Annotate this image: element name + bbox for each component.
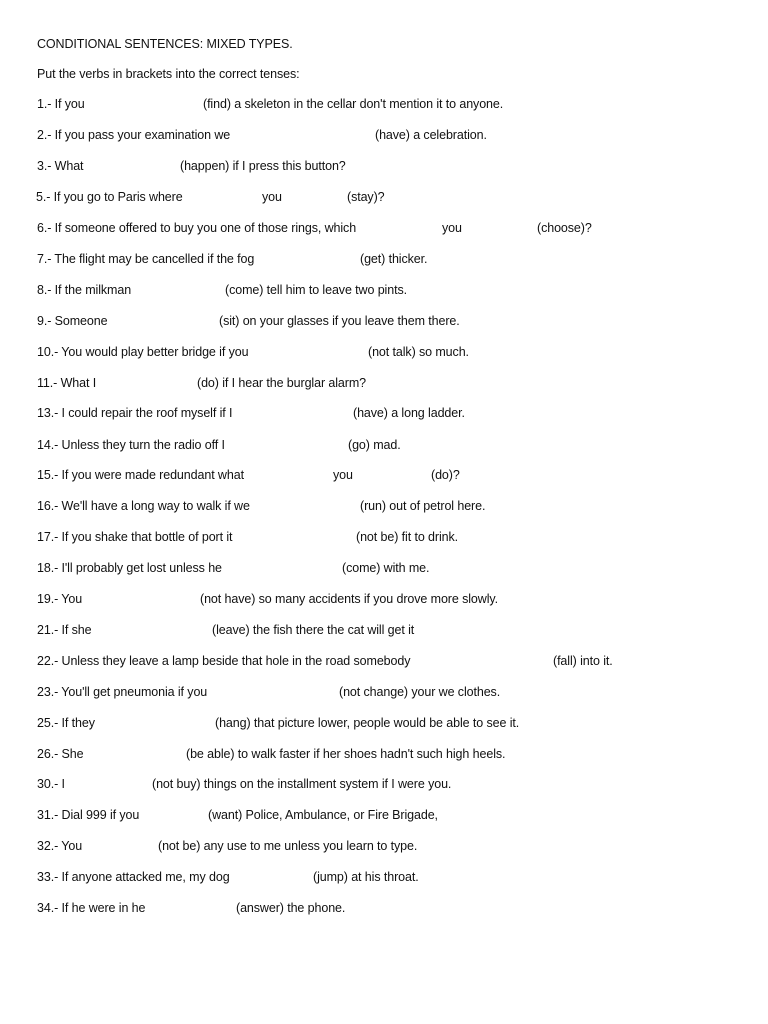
exercise-sentence-continuation: (happen) if I press this button? [180, 159, 346, 173]
exercise-sentence: 31.- Dial 999 if you [37, 808, 140, 822]
exercise-sentence: 11.- What I [37, 376, 97, 390]
exercise-sentence-continuation: you [333, 468, 353, 482]
exercise-sentence: 23.- You'll get pneumonia if you [37, 685, 208, 699]
exercise-sentence-continuation: (have) a long ladder. [353, 406, 465, 420]
exercise-sentence: 26.- She [37, 747, 84, 761]
exercise-sentence-continuation: (not buy) things on the installment system if I were you. [152, 777, 452, 791]
exercise-sentence: 10.- You would play better bridge if you [37, 345, 249, 359]
exercise-sentence: 33.- If anyone attacked me, my dog [37, 870, 230, 884]
exercise-sentence-continuation: you [442, 221, 462, 235]
exercise-sentence-continuation: (do)? [431, 468, 460, 482]
title-text: CONDITIONAL SENTENCES: MIXED TYPES. [37, 37, 293, 51]
exercise-sentence: 3.- What [37, 159, 84, 173]
exercise-sentence: 13.- I could repair the roof myself if I [37, 406, 233, 420]
exercise-sentence-continuation: (go) mad. [348, 438, 401, 452]
exercise-sentence: 34.- If he were in he [37, 901, 146, 915]
exercise-sentence: 32.- You [37, 839, 83, 853]
exercise-sentence-continuation: (be able) to walk faster if her shoes hadn't such high heels. [186, 747, 506, 761]
exercise-sentence: 5.- If you go to Paris where [36, 190, 183, 204]
exercise-sentence: 30.- I [37, 777, 65, 791]
exercise-sentence: 16.- We'll have a long way to walk if we [37, 499, 250, 513]
exercise-sentence-continuation: (not be) fit to drink. [356, 530, 459, 544]
exercise-sentence-continuation: (answer) the phone. [236, 901, 346, 915]
exercise-sentence-continuation: (leave) the fish there the cat will get it [212, 623, 415, 637]
exercise-sentence: 1.- If you [37, 97, 85, 111]
exercise-sentence-continuation: (come) with me. [342, 561, 430, 575]
exercise-sentence-continuation: (not have) so many accidents if you drove more slowly. [200, 592, 498, 606]
exercise-sentence: 19.- You [37, 592, 83, 606]
exercise-sentence-continuation: (get) thicker. [360, 252, 428, 266]
exercise-sentence-continuation: (not talk) so much. [368, 345, 469, 359]
exercise-sentence-continuation: (hang) that picture lower, people would be able to see it. [215, 716, 520, 730]
instruction-text: Put the verbs in brackets into the correct tenses: [37, 67, 300, 81]
exercise-sentence: 22.- Unless they leave a lamp beside that hole in the road somebody [37, 654, 411, 668]
exercise-sentence-continuation: (want) Police, Ambulance, or Fire Brigade, [208, 808, 438, 822]
exercise-sentence-continuation: (fall) into it. [553, 654, 613, 668]
exercise-sentence: 6.- If someone offered to buy you one of those rings, which [37, 221, 357, 235]
exercise-sentence-continuation: you [262, 190, 282, 204]
exercise-sentence: 21.- If she [37, 623, 92, 637]
exercise-sentence: 18.- I'll probably get lost unless he [37, 561, 222, 575]
exercise-sentence-continuation: (not be) any use to me unless you learn to type. [158, 839, 418, 853]
exercise-sentence: 15.- If you were made redundant what [37, 468, 244, 482]
exercise-sentence-continuation: (come) tell him to leave two pints. [225, 283, 407, 297]
exercise-sentence-continuation: (jump) at his throat. [313, 870, 419, 884]
exercise-sentence-continuation: (not change) your we clothes. [339, 685, 501, 699]
exercise-sentence-continuation: (find) a skeleton in the cellar don't mention it to anyone. [203, 97, 504, 111]
exercise-sentence-continuation: (run) out of petrol here. [360, 499, 486, 513]
exercise-sentence: 9.- Someone [37, 314, 108, 328]
exercise-sentence-continuation: (sit) on your glasses if you leave them there. [219, 314, 460, 328]
exercise-sentence-continuation: (choose)? [537, 221, 592, 235]
exercise-sentence-continuation: (do) if I hear the burglar alarm? [197, 376, 367, 390]
exercise-sentence: 2.- If you pass your examination we [37, 128, 231, 142]
exercise-sentence: 17.- If you shake that bottle of port it [37, 530, 233, 544]
exercise-sentence: 14.- Unless they turn the radio off I [37, 438, 225, 452]
exercise-sentence: 25.- If they [37, 716, 95, 730]
exercise-sentence-continuation: (stay)? [347, 190, 385, 204]
exercise-sentence: 7.- The flight may be cancelled if the fog [37, 252, 255, 266]
exercise-sentence: 8.- If the milkman [37, 283, 132, 297]
exercise-sentence-continuation: (have) a celebration. [375, 128, 487, 142]
